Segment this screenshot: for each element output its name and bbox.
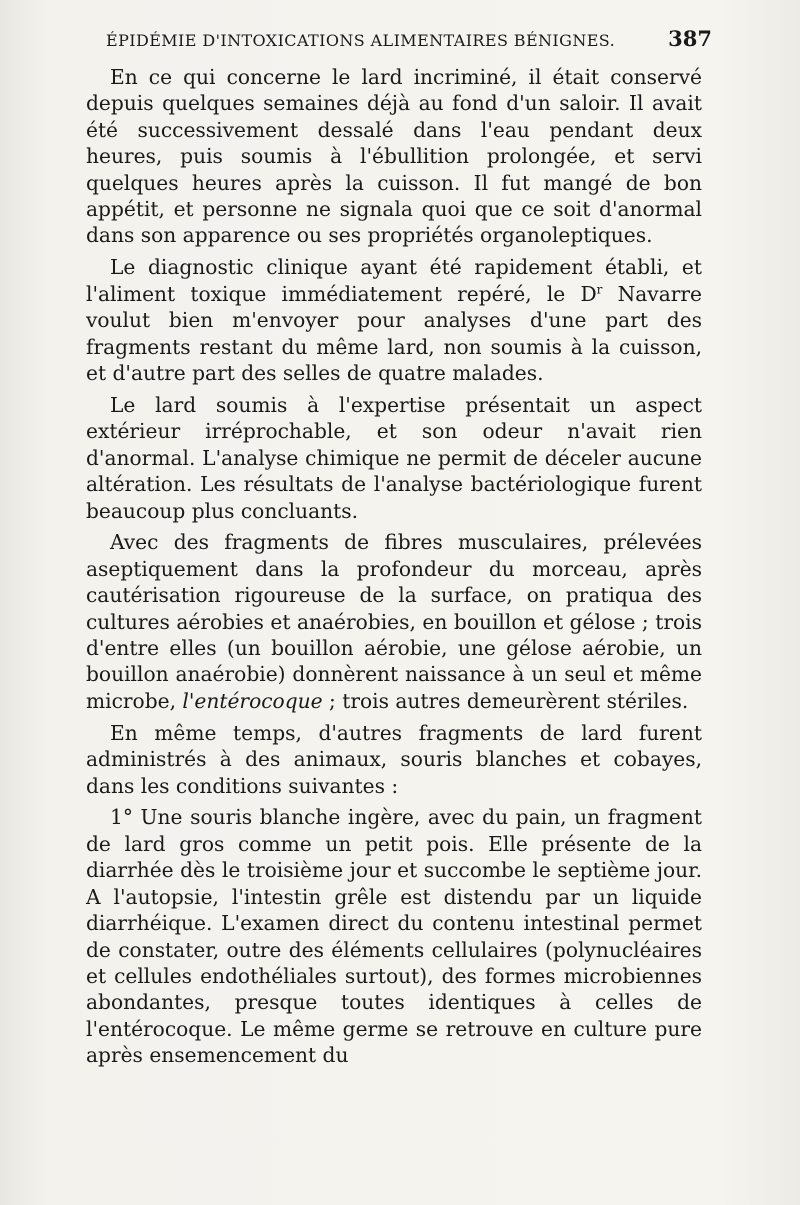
page-number: 387 [668, 26, 712, 51]
paragraph-animaux: En même temps, d'autres fragments de lard furent administrés à des animaux, souris blanches et cobayes, dans les conditions suivantes : [86, 720, 702, 798]
paragraph-diagnostic-end: Navarre voulut bien m'envoyer pour analyses d'une part des fragments restant du même lard, non soumis à la cuisson, et d'autre part des selles de quatre malades. [86, 281, 702, 385]
paragraph-cultures-start: Avec des fragments de fibres musculaires, prélevées aseptiquement dans la profondeur du morceau, après cautérisation rigoureuse de la surface, on pratiqua des cultures aérobies et anaérobies, en bouillon et gélose ; trois d'entre elles (un bouillon aérobie, une gélose aérobie, un bouillon anaérobie) donnèrent naissance à un seul et même microbe, [86, 530, 702, 713]
paragraph-expertise: Le lard soumis à l'expertise présentait un aspect extérieur irréprochable, et son odeur n'avait rien d'anormal. L'analyse chimique ne permit de déceler aucune altération. Les résultats de l'analyse bactériologique furent beaucoup plus concluants. [86, 392, 702, 523]
paragraph-cultures-end: ; trois autres demeurèrent stériles. [322, 688, 689, 713]
body-text [86, 64, 702, 1069]
doctor-superscript: r [596, 282, 603, 297]
paragraph-lard-conservation: En ce qui concerne le lard incriminé, il était conservé depuis quelques semaines déjà au fond d'un saloir. Il avait été successivement dessalé dans l'eau pendant deux heures, puis soumis à l'ébullition prolongée, et servi quelques heures après la cuisson. Il fut mangé de bon appétit, et personne ne signala quoi que ce soit d'anormal dans son apparence ou ses propriétés organoleptiques. [86, 65, 702, 248]
paragraph-diagnostic [86, 254, 702, 386]
paragraph-diagnostic-start: Le diagnostic clinique ayant été rapidement établi, et l'aliment toxique immédiatement repéré, le D [86, 255, 702, 306]
running-header [106, 26, 712, 60]
running-title: ÉPIDÉMIE D'INTOXICATIONS ALIMENTAIRES BÉNIGNES. [106, 31, 616, 50]
paragraph-cultures [86, 529, 702, 714]
enterocoque-term: l'entérocoque [182, 688, 323, 713]
paragraph-souris: 1° Une souris blanche ingère, avec du pain, un fragment de lard gros comme un petit pois. Elle présente de la diarrhée dès le troisième jour et succombe le septième jour. A l'autopsie, l'intestin grêle est distendu par un liquide diarrhéique. L'examen direct du contenu intestinal permet de constater, outre des éléments cellulaires (polynucléaires et cellules endothéliales surtout), des formes microbiennes abondantes, presque toutes identiques à celles de l'entérocoque. Le même germe se retrouve en culture pure après ensemencement du [86, 805, 702, 1068]
